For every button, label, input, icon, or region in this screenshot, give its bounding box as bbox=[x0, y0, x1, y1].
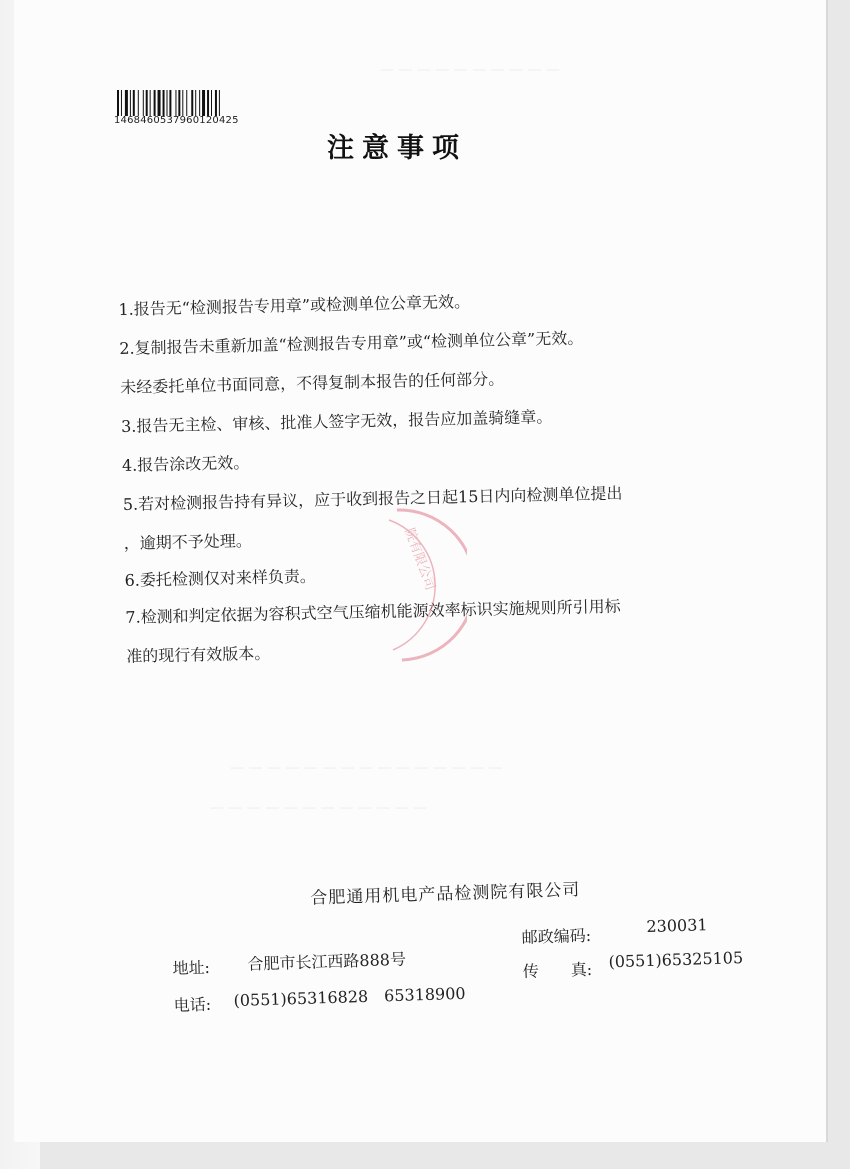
postcode-value: 230031 bbox=[646, 915, 708, 937]
note-line: 3.报告无主检、审核、批准人签字无效，报告应加盖骑缝章。 bbox=[120, 407, 553, 436]
note-line: ，逾期不予处理。 bbox=[123, 531, 252, 553]
svg-text:院有限公司: 院有限公司 bbox=[401, 526, 438, 593]
company-name: 合肥通用机电产品检测院有限公司 bbox=[310, 880, 581, 909]
phone-value: (0551)65316828 65318900 bbox=[233, 983, 466, 1011]
bleed-through: — — — — — — — — — — — — — — — bbox=[230, 760, 503, 776]
note-line: 未经委托单位书面同意，不得复制本报告的任何部分。 bbox=[119, 369, 505, 397]
bleed-through: — — — — — — — — — — bbox=[380, 62, 561, 78]
note-line: 5.若对检测报告持有异议，应于收到报告之日起15日内向检测单位提出 bbox=[122, 483, 623, 514]
note-line: 4.报告涂改无效。 bbox=[121, 453, 250, 475]
address-value: 合肥市长江西路888号 bbox=[247, 949, 407, 974]
address-label: 地址: bbox=[172, 957, 211, 978]
barcode-number: 1468460537960120425 bbox=[114, 115, 239, 126]
seal-stamp bbox=[387, 500, 467, 670]
note-line: 1.报告无“检测报告专用章”或检测单位公章无效。 bbox=[118, 292, 471, 319]
fax-value: (0551)65325105 bbox=[608, 948, 744, 972]
fax-label: 传 真: bbox=[522, 959, 593, 981]
page-title: 注意事项 bbox=[327, 133, 467, 164]
note-line: 准的现行有效版本。 bbox=[126, 643, 271, 666]
bleed-through: — — — — — — — — — — — — bbox=[210, 800, 427, 816]
note-line: 2.复制报告未重新加盖“检测报告专用章”或“检测单位公章”无效。 bbox=[119, 328, 584, 358]
note-line: 6.委托检测仅对来样负责。 bbox=[124, 566, 317, 590]
phone-label: 电话: bbox=[173, 994, 212, 1015]
postcode-label: 邮政编码: bbox=[521, 925, 592, 947]
barcode-image bbox=[117, 90, 239, 116]
note-line: 7.检测和判定依据为容积式空气压缩机能源效率标识实施规则所引用标 bbox=[125, 596, 621, 627]
